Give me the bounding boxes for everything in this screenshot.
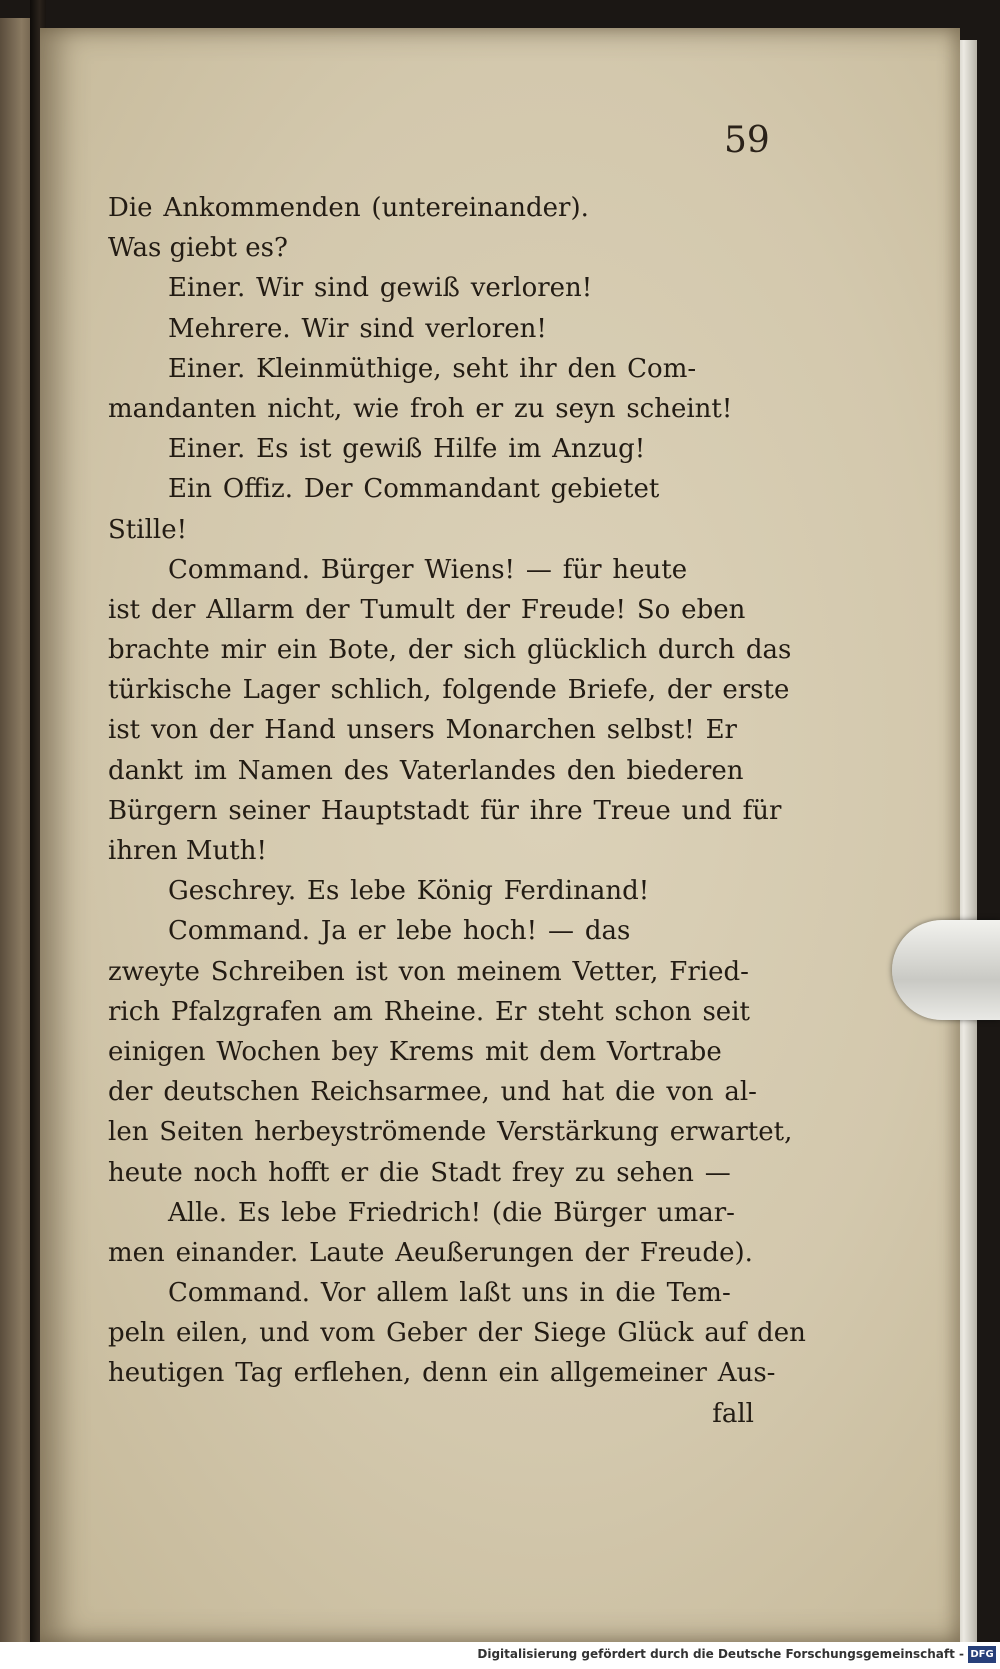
text-line: ist von der Hand unsers Monarchen selbst! Er	[108, 715, 737, 746]
text-line: Stille!	[108, 514, 188, 545]
text-line: dankt im Namen des Vaterlandes den biederen	[108, 755, 744, 786]
text-line: Bürgern seiner Hauptstadt für ihre Treue und für	[108, 795, 782, 826]
text-line: heutigen Tag erflehen, denn ein allgemeiner Aus-	[108, 1358, 776, 1389]
footer-bar	[0, 1642, 1000, 1669]
text-line: Geschrey. Es lebe König Ferdinand!	[168, 876, 650, 907]
text-line: men einander. Laute Aeußerungen der Freude).	[108, 1237, 753, 1268]
page-text	[108, 188, 806, 1434]
text-line: der deutschen Reichsarmee, und hat die von al-	[108, 1077, 757, 1108]
page-number: 59	[724, 120, 770, 161]
text-line: peln eilen, und vom Geber der Siege Glück auf den	[108, 1318, 806, 1349]
text-line: Die Ankommenden (untereinander).	[108, 193, 589, 223]
text-line: Was giebt es?	[108, 233, 288, 264]
text-line: Mehrere. Wir sind verloren!	[168, 313, 547, 344]
text-line: len Seiten herbeyströmende Verstärkung erwartet,	[108, 1117, 793, 1148]
text-line: brachte mir ein Bote, der sich glücklich durch das	[108, 635, 792, 666]
text-line: türkische Lager schlich, folgende Briefe, der erste	[108, 675, 790, 706]
page-clip	[892, 920, 1000, 1020]
text-line: ist der Allarm der Tumult der Freude! So eben	[108, 594, 746, 625]
catchword: fall	[712, 1398, 754, 1429]
text-line: Einer. Es ist gewiß Hilfe im Anzug!	[168, 434, 646, 465]
text-line: Command. Bürger Wiens! — für heute	[168, 554, 688, 585]
text-line: Einer. Wir sind gewiß verloren!	[168, 273, 593, 304]
text-line: Command. Ja er lebe hoch! — das	[168, 916, 631, 947]
text-line: ihren Muth!	[108, 836, 267, 866]
text-line: heute noch hofft er die Stadt frey zu sehen —	[108, 1157, 731, 1188]
text-line: rich Pfalzgrafen am Rheine. Er steht schon seit	[108, 996, 750, 1027]
text-line: Command. Vor allem laßt uns in die Tem-	[168, 1278, 731, 1309]
text-line: Einer. Kleinmüthige, seht ihr den Com-	[168, 353, 697, 384]
text-line: Ein Offiz. Der Commandant gebietet	[168, 474, 660, 505]
footer-credit: Digitalisierung gefördert durch die Deutsche Forschungsgemeinschaft -	[477, 1647, 964, 1661]
text-line: einigen Wochen bey Krems mit dem Vortrabe	[108, 1036, 722, 1067]
text-line: Alle. Es lebe Friedrich! (die Bürger umar-	[168, 1197, 735, 1228]
text-line: mandanten nicht, wie froh er zu seyn scheint!	[108, 393, 733, 424]
dfg-logo: DFG	[968, 1646, 996, 1663]
text-line: zweyte Schreiben ist von meinem Vetter, Fried-	[108, 956, 749, 987]
